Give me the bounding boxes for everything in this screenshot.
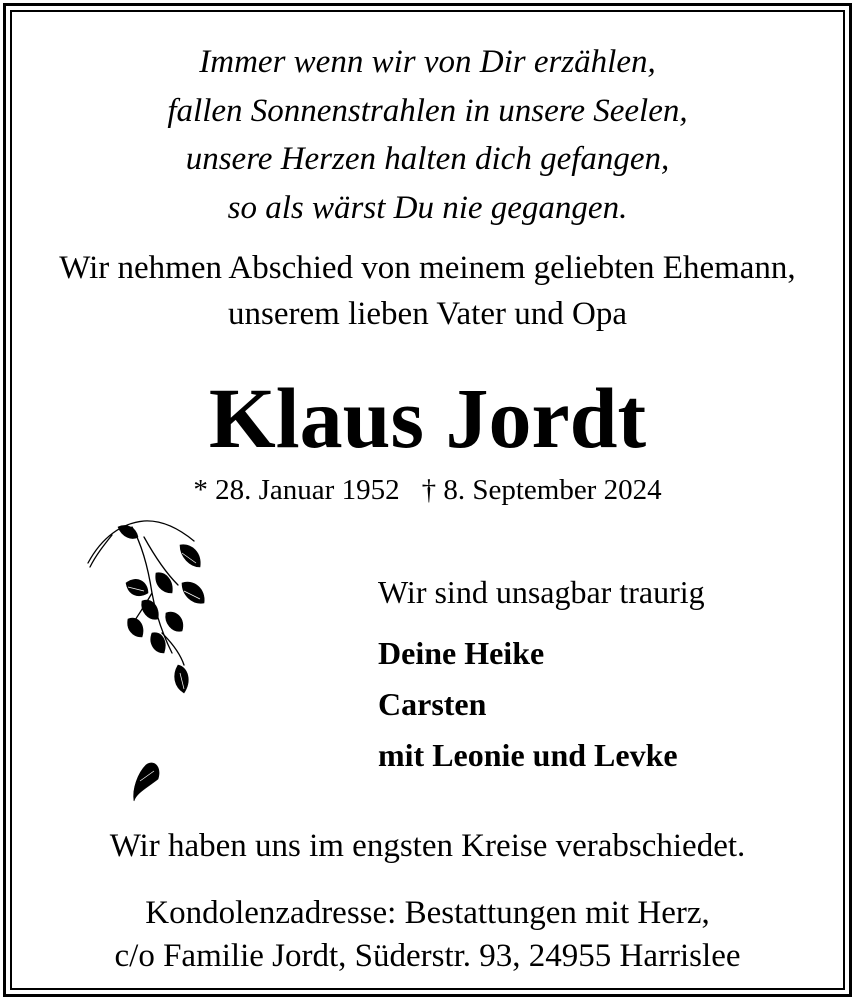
mourners-block <box>378 570 705 781</box>
intro-line: Wir nehmen Abschied von meinem geliebten Ehemann, <box>59 250 796 286</box>
address-line: c/o Familie Jordt, Süderstr. 93, 24955 Harrislee <box>114 938 741 974</box>
poem-line: fallen Sonnenstrahlen in unsere Seelen, <box>167 92 688 129</box>
birch-branch-icon <box>82 515 222 815</box>
poem-line: so als wärst Du nie gegangen. <box>227 189 628 226</box>
poem-line: Immer wenn wir von Dir erzählen, <box>199 44 656 80</box>
condolence-address <box>0 892 855 978</box>
death-date: † 8. September 2024 <box>421 474 662 506</box>
life-dates <box>0 470 855 510</box>
poem-line: unsere Herzen halten dich gefangen, <box>185 141 670 177</box>
farewell-note: Wir haben uns im engsten Kreise verabschiedet. <box>109 828 746 864</box>
mourners-lead: Wir sind unsagbar traurig <box>378 574 705 610</box>
mourner-name: Deine Heike <box>378 635 545 671</box>
birth-date: * 28. Januar 1952 <box>193 474 400 506</box>
mourner-name: mit Leonie und Levke <box>378 737 678 773</box>
poem <box>0 38 855 232</box>
deceased-name: Klaus Jordt <box>208 370 647 466</box>
intro-text <box>0 245 855 337</box>
mourner-name: Carsten <box>378 686 487 722</box>
address-line: Kondolenzadresse: Bestattungen mit Herz, <box>145 895 710 931</box>
intro-line: unserem lieben Vater und Opa <box>228 296 627 332</box>
